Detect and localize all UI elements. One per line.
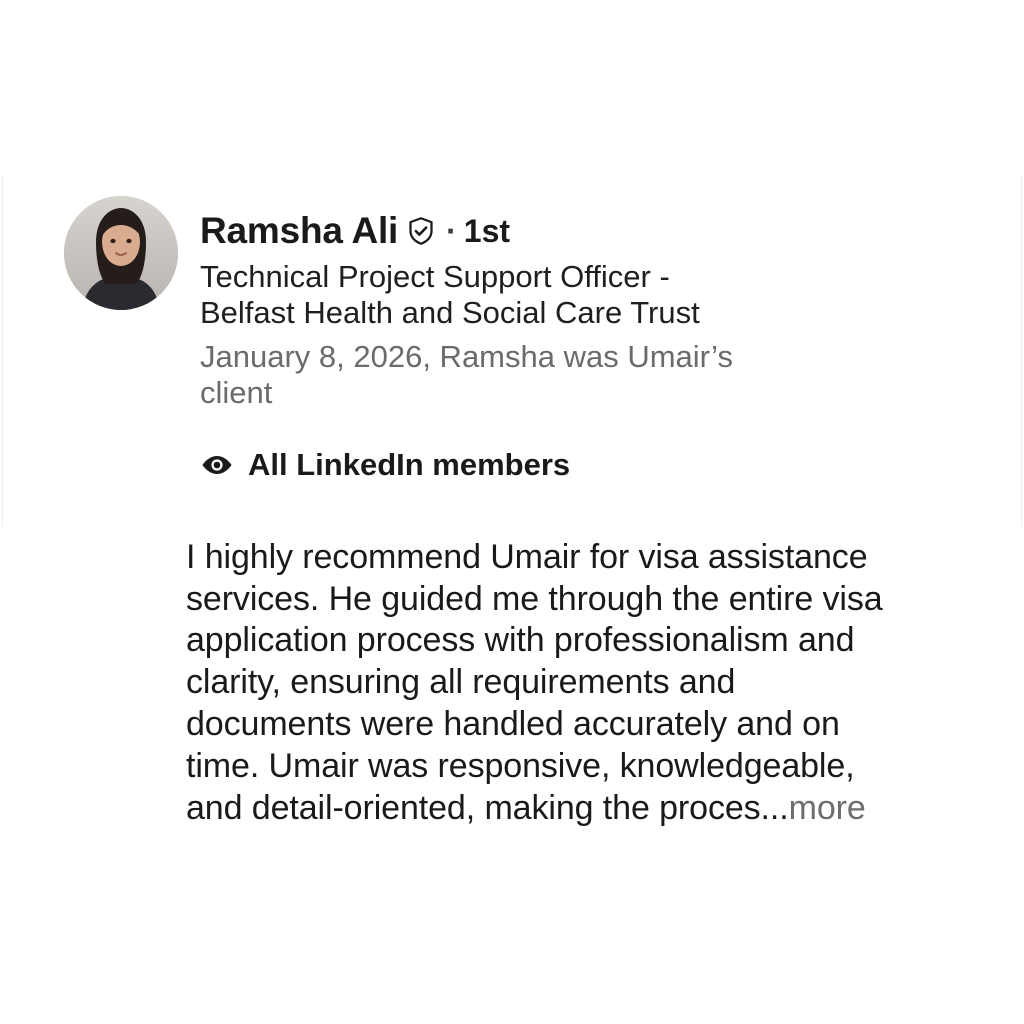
- author-relationship: January 8, 2026, Ramsha was Umair’s client: [200, 338, 733, 410]
- recommendation-body-text: I highly recommend Umair for visa assistance services. He guided me through the entire visa application process with professionalism and clarity, ensuring all requirements and documents were handled accurately and on time. Umair was responsive, knowledgeable, and detail-oriented, making the proces...: [186, 537, 883, 827]
- author-name[interactable]: Ramsha Ali: [200, 210, 399, 251]
- author-info: [200, 196, 960, 411]
- recommendation-text: [186, 537, 898, 830]
- eye-icon: [200, 453, 234, 477]
- verified-badge-icon: [406, 216, 436, 246]
- visibility-label: All LinkedIn members: [248, 446, 571, 482]
- degree-separator: ·: [446, 212, 457, 249]
- recommendation-header: [64, 196, 960, 411]
- connection-degree: [446, 212, 511, 249]
- avatar[interactable]: [64, 196, 178, 310]
- author-headline: Technical Project Support Officer - Belfast Health and Social Care Trust: [200, 259, 700, 330]
- see-more-link[interactable]: more: [788, 788, 866, 827]
- visibility-row: [200, 447, 960, 483]
- degree-value: 1st: [463, 212, 511, 249]
- name-row: [200, 212, 960, 249]
